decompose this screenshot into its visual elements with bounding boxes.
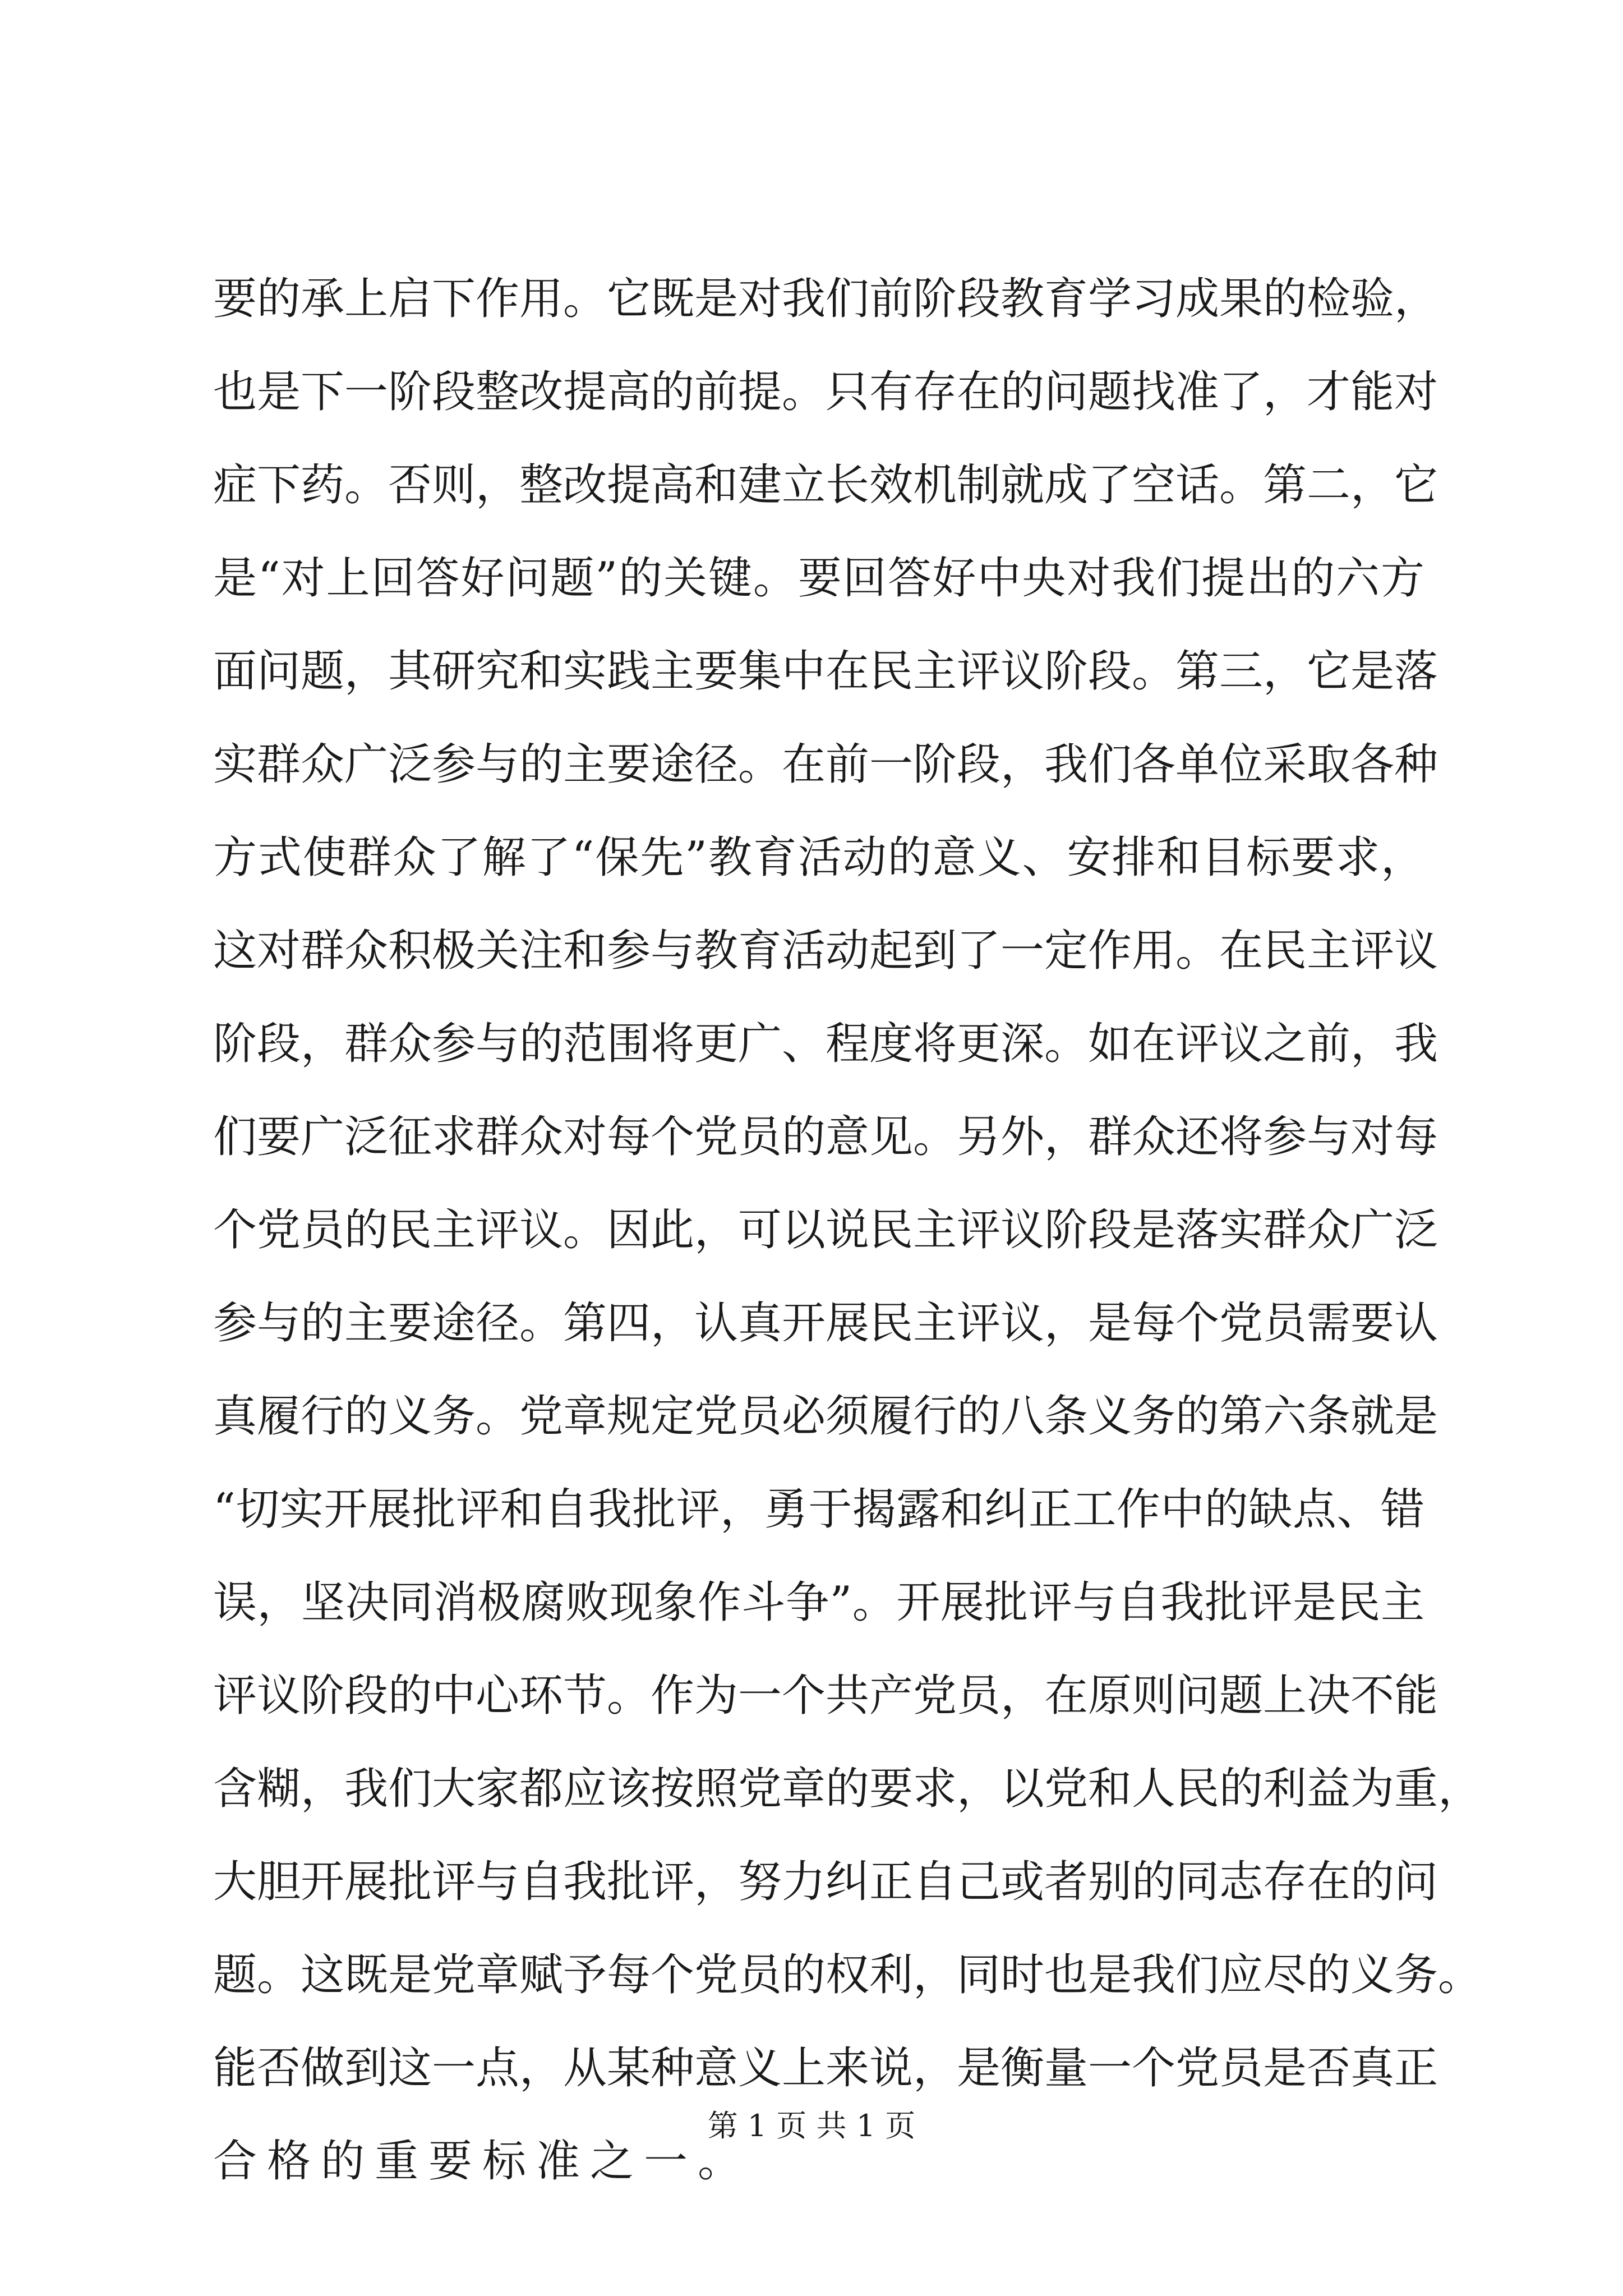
- text-line: 个党员的民主评议。因此，可以说民主评议阶段是落实群众广泛: [213, 1205, 1438, 1255]
- text-line: 方式使群众了解了“保先”教育活动的意义、安排和目标要求，: [213, 832, 1424, 883]
- text-line: 们要广泛征求群众对每个党员的意见。另外，群众还将参与对每: [213, 1112, 1438, 1162]
- text-line: 真履行的义务。党章规定党员必须履行的八条义务的第六条就是: [213, 1391, 1438, 1442]
- text-line: 能否做到这一点，从某种意义上来说，是衡量一个党员是否真正: [213, 2043, 1438, 2093]
- text-line: “切实开展批评和自我批评，勇于揭露和纠正工作中的缺点、错: [213, 1484, 1424, 1535]
- text-line: 实群众广泛参与的主要途径。在前一阶段，我们各单位采取各种: [213, 739, 1438, 790]
- text-line: 大胆开展批评与自我批评，努力纠正自己或者别的同志存在的问: [213, 1857, 1438, 1907]
- text-line: 面问题，其研究和实践主要集中在民主评议阶段。第三，它是落: [213, 646, 1438, 697]
- text-line: 题。这既是党章赋予每个党员的权利，同时也是我们应尽的义务。: [213, 1950, 1482, 2000]
- text-line: 也是下一阶段整改提高的前提。只有存在的问题找准了，才能对: [213, 367, 1438, 417]
- text-line: 含糊，我们大家都应该按照党章的要求，以党和人民的利益为重，: [213, 1764, 1482, 1814]
- text-line: 要的承上启下作用。它既是对我们前阶段教育学习成果的检验，: [213, 274, 1438, 324]
- text-line: 症下药。否则，整改提高和建立长效机制就成了空话。第二，它: [213, 460, 1438, 510]
- text-line: 这对群众积极关注和参与教育活动起到了一定作用。在民主评议: [213, 926, 1438, 976]
- text-line: 参与的主要途径。第四，认真开展民主评议，是每个党员需要认: [213, 1298, 1438, 1349]
- text-line: 是“对上回答好问题”的关键。要回答好中央对我们提出的六方: [213, 553, 1424, 604]
- text-line: 合格的重要标准之一。: [213, 2136, 752, 2187]
- text-line: 误，坚决同消极腐败现象作斗争”。开展批评与自我批评是民主: [213, 1577, 1424, 1628]
- page-number-footer: 第 1 页 共 1 页: [707, 2108, 916, 2143]
- body-paragraph: [213, 252, 1482, 2208]
- text-line: 阶段，群众参与的范围将更广、程度将更深。如在评议之前，我: [213, 1019, 1438, 1069]
- text-line: 评议阶段的中心环节。作为一个共产党员，在原则问题上决不能: [213, 1671, 1438, 1721]
